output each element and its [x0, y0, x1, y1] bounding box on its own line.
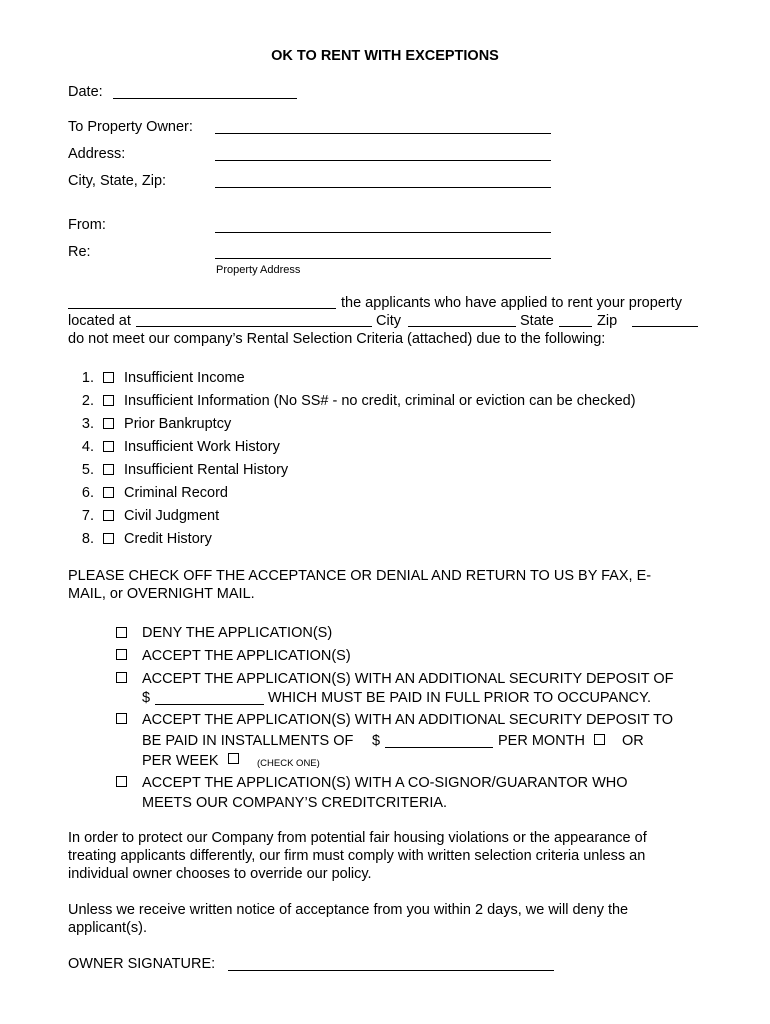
- list-number: 5.: [81, 462, 94, 478]
- reason-checkbox[interactable]: [103, 464, 114, 475]
- instructions-line2: MAIL, or OVERNIGHT MAIL.: [68, 586, 255, 602]
- list-item: [60, 461, 288, 479]
- located-at-line[interactable]: [136, 326, 372, 327]
- accept-label: ACCEPT THE APPLICATION(S): [142, 648, 351, 664]
- date-label: Date:: [68, 84, 103, 100]
- reason-label: Insufficient Information (No SS# - no credit, criminal or eviction can be checked): [124, 393, 636, 409]
- intro-line3: do not meet our company’s Rental Selection Criteria (attached) due to the following:: [68, 331, 606, 347]
- reason-checkbox[interactable]: [103, 533, 114, 544]
- applicant-name-line[interactable]: [68, 308, 336, 309]
- cosigner-line1: ACCEPT THE APPLICATION(S) WITH A CO-SIGNOR/GUARANTOR WHO: [142, 775, 628, 791]
- reason-label: Insufficient Rental History: [124, 462, 289, 478]
- list-number: 6.: [81, 485, 94, 501]
- deadline-line2: applicant(s).: [68, 920, 147, 936]
- deposit-full-line1: ACCEPT THE APPLICATION(S) WITH AN ADDITIONAL SECURITY DEPOSIT OF: [142, 671, 674, 687]
- address-line[interactable]: [215, 160, 551, 161]
- list-item: [60, 415, 231, 433]
- from-line[interactable]: [215, 232, 551, 233]
- reason-label: Prior Bankruptcy: [124, 416, 232, 432]
- instructions-line1: PLEASE CHECK OFF THE ACCEPTANCE OR DENIAL AND RETURN TO US BY FAX, E-: [68, 568, 652, 584]
- reason-checkbox[interactable]: [103, 395, 114, 406]
- list-item: [60, 438, 280, 456]
- state-label: State: [520, 313, 554, 329]
- list-number: 7.: [81, 508, 94, 524]
- reason-label: Criminal Record: [124, 485, 228, 501]
- city-state-zip-label: City, State, Zip:: [68, 173, 167, 189]
- per-month-label: PER MONTH: [498, 733, 585, 749]
- list-number: 2.: [81, 393, 94, 409]
- zip-label: Zip: [597, 313, 618, 329]
- reason-checkbox[interactable]: [103, 372, 114, 383]
- reason-label: Insufficient Work History: [124, 439, 280, 455]
- property-address-caption: Property Address: [216, 264, 301, 276]
- owner-signature-line[interactable]: [228, 970, 554, 971]
- installment-dollar-sign: $: [372, 733, 381, 749]
- reason-checkbox[interactable]: [103, 418, 114, 429]
- cosigner-line2: MEETS OUR COMPANY’S CREDITCRITERIA.: [142, 795, 448, 811]
- list-item: [60, 530, 212, 548]
- deposit-installments-line1: ACCEPT THE APPLICATION(S) WITH AN ADDITIONAL SECURITY DEPOSIT TO: [142, 712, 673, 728]
- list-item: [60, 484, 228, 502]
- re-label: Re:: [68, 244, 91, 260]
- deposit-installments-line2: BE PAID IN INSTALLMENTS OF: [142, 733, 354, 749]
- accept-checkbox[interactable]: [116, 649, 127, 660]
- reason-checkbox[interactable]: [103, 441, 114, 452]
- date-line[interactable]: [113, 98, 297, 99]
- document-title: OK TO RENT WITH EXCEPTIONS: [271, 48, 499, 64]
- reason-label: Civil Judgment: [124, 508, 220, 524]
- accept-cosigner-checkbox[interactable]: [116, 776, 127, 787]
- check-one-note: (CHECK ONE): [257, 758, 320, 769]
- list-item: [60, 369, 245, 387]
- deny-checkbox[interactable]: [116, 627, 127, 638]
- city-state-zip-line[interactable]: [215, 187, 551, 188]
- per-week-label: PER WEEK: [142, 753, 219, 769]
- per-month-checkbox[interactable]: [594, 734, 605, 745]
- reason-label: Credit History: [124, 531, 212, 547]
- deposit-amount-line[interactable]: [155, 704, 264, 705]
- policy-line3: individual owner chooses to override our policy.: [68, 866, 372, 882]
- list-item: [60, 392, 636, 410]
- installment-amount-line[interactable]: [385, 747, 493, 748]
- list-number: 1.: [81, 370, 94, 386]
- address-label: Address:: [68, 146, 126, 162]
- policy-line2: treating applicants differently, our firm must comply with written selection criteria unless an: [68, 848, 646, 864]
- intro-line1-text: the applicants who have applied to rent your property: [341, 295, 682, 311]
- re-line[interactable]: [215, 258, 551, 259]
- reason-checkbox[interactable]: [103, 510, 114, 521]
- located-at-label: located at: [68, 313, 131, 329]
- owner-signature-label: OWNER SIGNATURE:: [68, 956, 216, 972]
- accept-deposit-full-checkbox[interactable]: [116, 672, 127, 683]
- city-label: City: [376, 313, 401, 329]
- policy-line1: In order to protect our Company from potential fair housing violations or the appearance of: [68, 830, 647, 846]
- list-number: 8.: [81, 531, 94, 547]
- list-number: 4.: [81, 439, 94, 455]
- list-item: [60, 507, 219, 525]
- reason-label: Insufficient Income: [124, 370, 245, 386]
- reason-checkbox[interactable]: [103, 487, 114, 498]
- deny-label: DENY THE APPLICATION(S): [142, 625, 333, 641]
- from-label: From:: [68, 217, 106, 233]
- state-line[interactable]: [559, 326, 592, 327]
- city-line[interactable]: [408, 326, 516, 327]
- list-number: 3.: [81, 416, 94, 432]
- deadline-line1: Unless we receive written notice of acceptance from you within 2 days, we will deny the: [68, 902, 629, 918]
- dollar-sign: $: [142, 690, 151, 706]
- zip-line[interactable]: [632, 326, 698, 327]
- owner-line[interactable]: [215, 133, 551, 134]
- accept-deposit-installments-checkbox[interactable]: [116, 713, 127, 724]
- owner-label: To Property Owner:: [68, 119, 193, 135]
- per-week-checkbox[interactable]: [228, 753, 239, 764]
- or-label: OR: [622, 733, 644, 749]
- deposit-full-line2: WHICH MUST BE PAID IN FULL PRIOR TO OCCUPANCY.: [268, 690, 651, 706]
